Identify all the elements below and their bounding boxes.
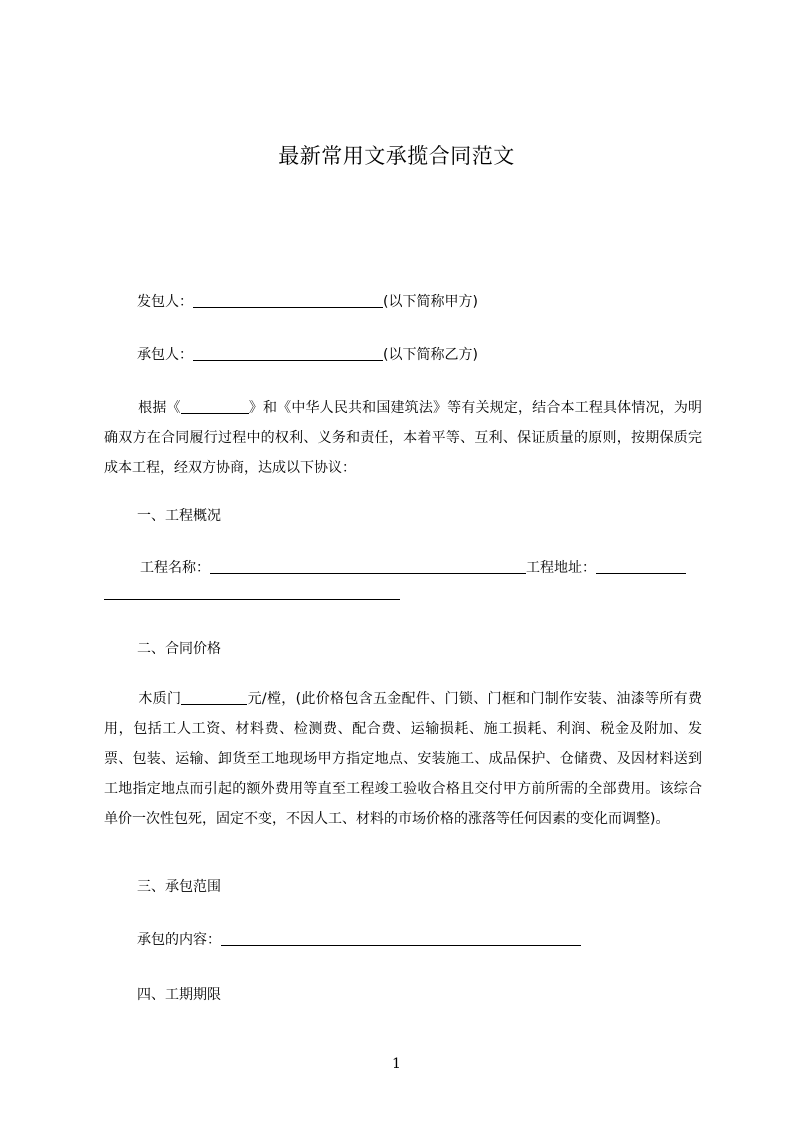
project-name-label: 工程名称： — [140, 560, 210, 576]
section-2-heading: 二、合同价格 — [137, 641, 221, 657]
page-number: 1 — [392, 1056, 401, 1072]
preamble-prefix: 根据《 — [138, 400, 181, 416]
section-4-heading: 四、工期期限 — [137, 987, 221, 1003]
party-a-suffix: (以下简称甲方) — [383, 294, 478, 310]
preamble-suffix: 》和《中华人民共和国建筑法》等有关规定，结合本工程具体情况，为明确双方在合同履行过程中的权利、义务和责任，本着平等、互利、保证质量的原则，按期保质完成本工程，经双方协商，达成以下协议： — [104, 400, 703, 476]
preamble-paragraph — [104, 393, 702, 483]
party-b-label: 承包人： — [137, 347, 193, 363]
unit-price-blank — [181, 690, 247, 705]
project-address-blank-continued — [104, 585, 400, 600]
party-a-line — [137, 292, 478, 312]
scope-content-label: 承包的内容： — [137, 932, 221, 948]
project-name-blank — [210, 559, 526, 574]
law-name-blank — [181, 399, 249, 414]
party-a-blank — [193, 293, 383, 308]
party-a-label: 发包人： — [137, 294, 193, 310]
section-3-heading: 三、承包范围 — [137, 879, 221, 895]
party-b-suffix: (以下简称乙方) — [383, 347, 478, 363]
price-prefix: 木质门 — [138, 691, 182, 707]
scope-content-blank — [221, 931, 581, 946]
section-1-heading: 一、工程概况 — [137, 508, 221, 524]
scope-content-line — [137, 930, 581, 950]
project-address-label: 工程地址： — [526, 560, 596, 576]
project-name-line — [140, 558, 686, 578]
party-b-blank — [193, 346, 383, 361]
price-paragraph — [104, 684, 702, 834]
project-address-blank — [596, 559, 686, 574]
party-b-line — [137, 345, 478, 365]
document-title: 最新常用文承揽合同范文 — [278, 144, 515, 168]
price-suffix: 元/樘，(此价格包含五金配件、门锁、门框和门制作安装、油漆等所有费用，包括工人工资、材料费、检测费、配合费、运输损耗、施工损耗、利润、税金及附加、发票、包装、运输、卸货至工地现场甲方指定地点、安装施工、成品保护、仓储费、及因材料送到工地指定地点而引起的额外费用等直至工程竣工验收合格且交付甲方前所需的全部费用。该综合单价一次性包死，固定不变，不因人工、材料的市场价格的涨落等任何因素的变化而调整)。 — [104, 691, 702, 827]
